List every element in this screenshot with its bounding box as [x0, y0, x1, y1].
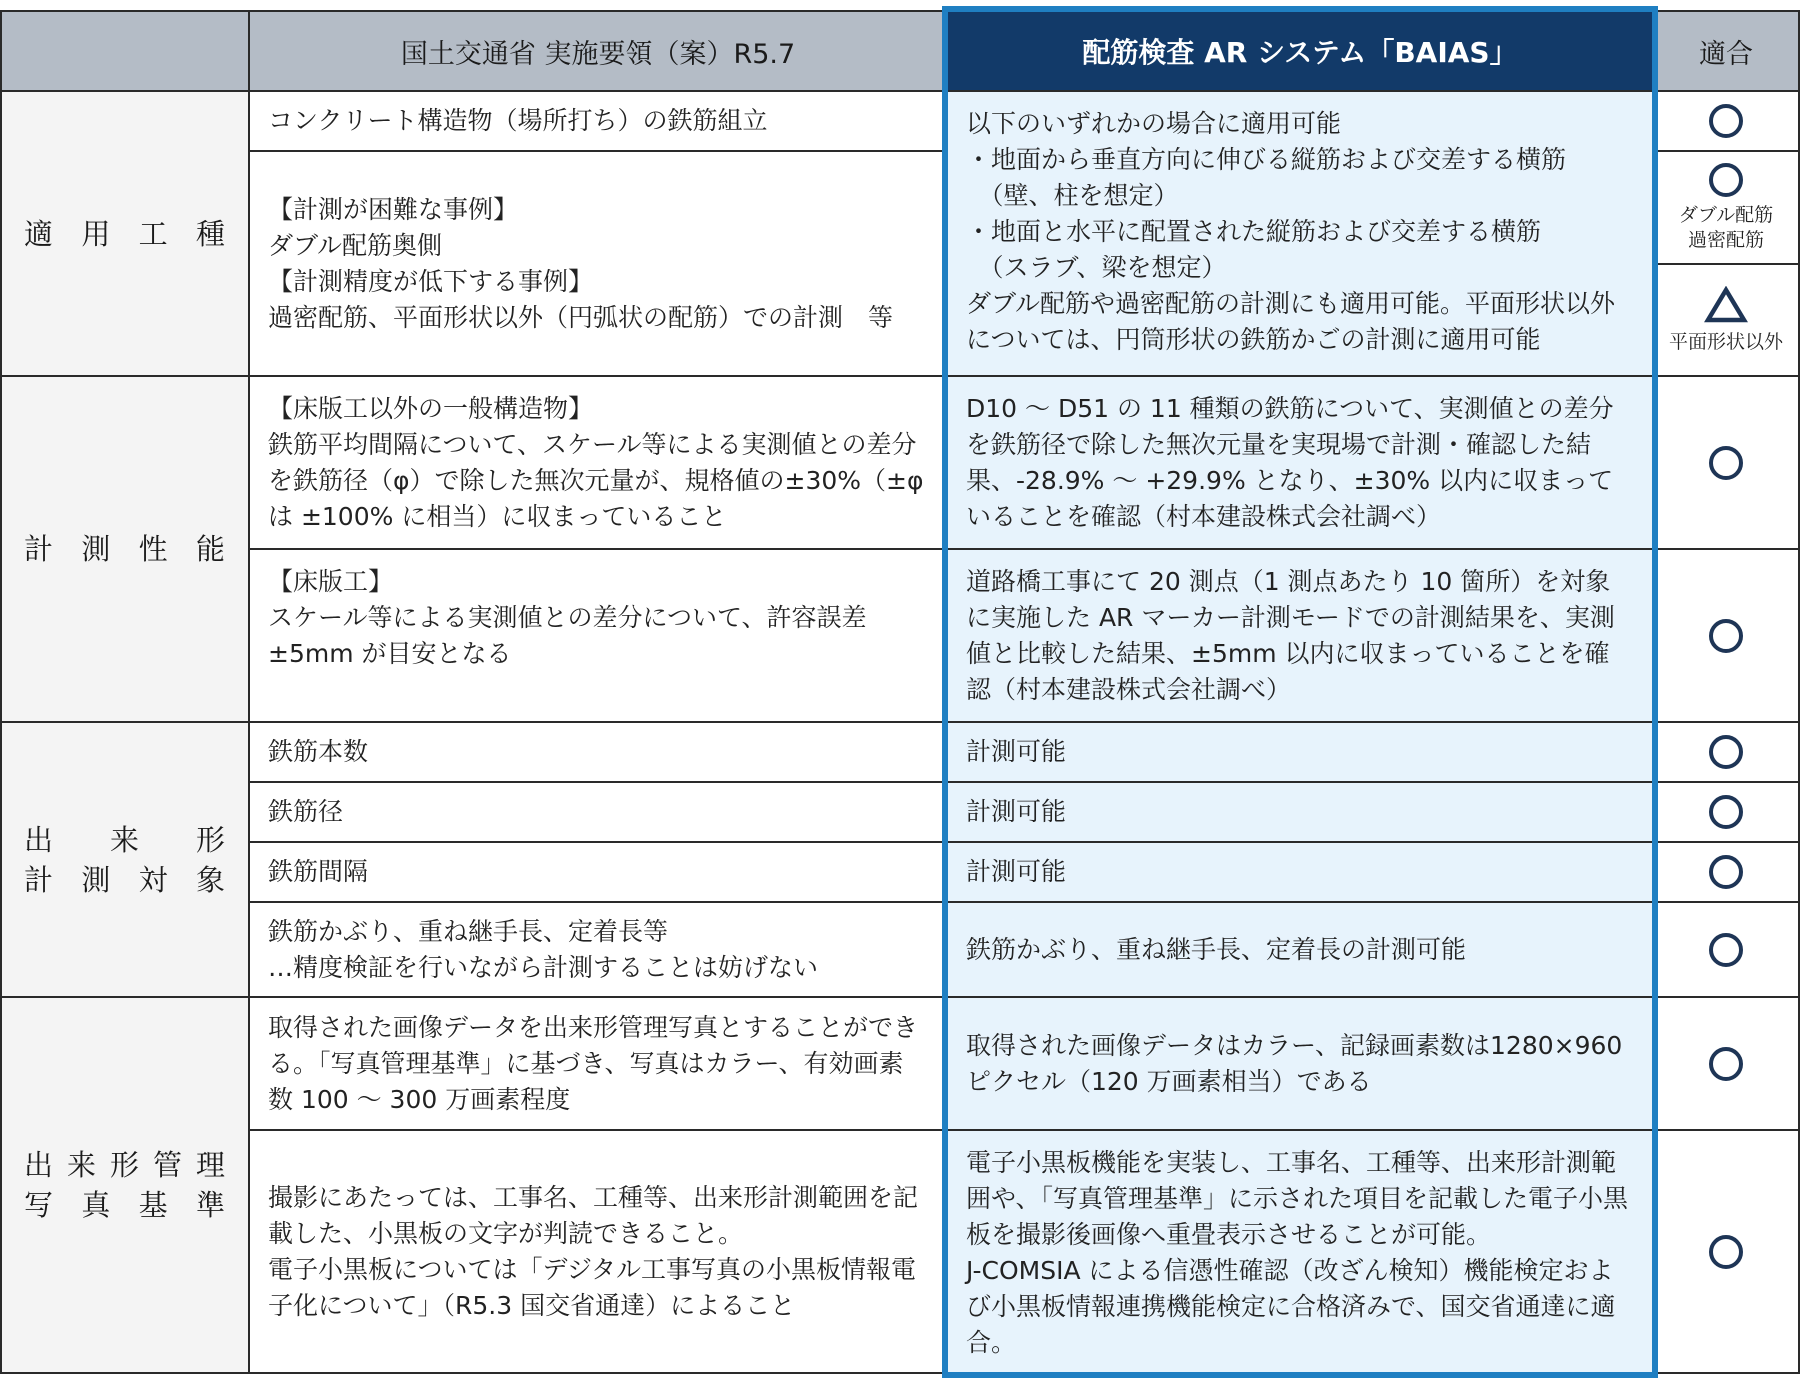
baias-accuracy-slab: 道路橋工事にて 20 測点（1 測点あたり 10 箇所）を対象に実施した AR マーカー計測モードでの計測結果を、実測値と比較した結果、±5mm 以内に収まっていることを確認（村本建設株式会社調べ）	[946, 548, 1654, 723]
triangle-mark-icon	[1704, 286, 1748, 324]
baias-rebar-spacing: 計測可能	[946, 841, 1654, 903]
req-rebar-diameter: 鉄筋径	[248, 781, 948, 843]
fit-blackboard	[1652, 1129, 1800, 1374]
header-mlit: 国土交通省 実施要領（案）R5.7	[248, 10, 948, 92]
fit-non-planar	[1652, 263, 1800, 377]
circle-mark-icon	[1709, 1047, 1743, 1081]
req-blackboard: 撮影にあたっては、工事名、工種等、出来形計測範囲を記載した、小黒板の文字が判読できること。 電子小黒板については「デジタル工事写真の小黒板情報電子化について」（R5.3 国交省通達）によること	[248, 1129, 948, 1374]
baias-applicable-work: 以下のいずれかの場合に適用可能 ・地面から垂直方向に伸びる縦筋および交差する横筋 （壁、柱を想定） ・地面と水平に配置された縦筋および交差する横筋 （スラブ、梁を想定） ダブル配筋や過密配筋の計測にも適用可能。平面形状以外については、円筒形状の鉄筋かごの計測に適用可能	[946, 90, 1654, 377]
category-finished-form-targets: 出 来 形 計 測 対 象	[0, 721, 250, 998]
fit-photo-data	[1652, 996, 1800, 1131]
req-cover-lap-anchorage: 鉄筋かぶり、重ね継手長、定着長等 …精度検証を行いながら計測することは妨げない	[248, 901, 948, 998]
circle-mark-icon	[1709, 446, 1743, 480]
circle-mark-icon	[1709, 855, 1743, 889]
fit-note-double-dense: ダブル配筋 過密配筋	[1678, 203, 1774, 251]
circle-mark-icon	[1709, 619, 1743, 653]
req-difficult-cases: 【計測が困難な事例】 ダブル配筋奥側 【計測精度が低下する事例】 過密配筋、平面形状以外（円弧状の配筋）での計測 等	[248, 150, 948, 377]
baias-rebar-diameter: 計測可能	[946, 781, 1654, 843]
req-slab-work: 【床版工】 スケール等による実測値との差分について、許容誤差±5mm が目安となる	[248, 548, 948, 723]
fit-accuracy-slab	[1652, 548, 1800, 723]
fit-cover-lap-anchorage	[1652, 901, 1800, 998]
req-photo-data: 取得された画像データを出来形管理写真とすることができる。「写真管理基準」に基づき、写真はカラー、有効画素数 100 ～ 300 万画素程度	[248, 996, 948, 1131]
fit-rebar-count	[1652, 721, 1800, 783]
baias-rebar-count: 計測可能	[946, 721, 1654, 783]
baias-accuracy-general: D10 ～ D51 の 11 種類の鉄筋について、実測値との差分を鉄筋径で除した無次元量を実現場で計測・確認した結果、-28.9% ～ +29.9% となり、±30% 以内に収まっていることを確認（村本建設株式会社調べ）	[946, 375, 1654, 550]
circle-mark-icon	[1709, 1235, 1743, 1269]
circle-mark-icon	[1709, 933, 1743, 967]
circle-mark-icon	[1709, 795, 1743, 829]
req-rebar-spacing: 鉄筋間隔	[248, 841, 948, 903]
fit-accuracy-general	[1652, 375, 1800, 550]
baias-cover-lap-anchorage: 鉄筋かぶり、重ね継手長、定着長の計測可能	[946, 901, 1654, 998]
fit-rebar-diameter	[1652, 781, 1800, 843]
category-measurement-performance: 計 測 性 能	[0, 375, 250, 723]
fit-rebar-spacing	[1652, 841, 1800, 903]
req-applicable-structure: コンクリート構造物（場所打ち）の鉄筋組立	[248, 90, 948, 152]
req-general-structures: 【床版工以外の一般構造物】 鉄筋平均間隔について、スケール等による実測値との差分を鉄筋径（φ）で除した無次元量が、規格値の±30%（±φは ±100% に相当）に収まっていること	[248, 375, 948, 550]
header-blank	[0, 10, 250, 92]
req-rebar-count: 鉄筋本数	[248, 721, 948, 783]
fit-note-non-planar: 平面形状以外	[1668, 330, 1783, 353]
category-photo-standards: 出 来 形 管 理 写 真 基 準	[0, 996, 250, 1374]
header-baias: 配筋検査 AR システム「BAIAS」	[946, 10, 1654, 92]
header-fit: 適合	[1652, 10, 1800, 92]
fit-applicable-structure	[1652, 90, 1800, 152]
baias-blackboard: 電子小黒板機能を実装し、工事名、工種等、出来形計測範囲や、「写真管理基準」に示された項目を記載した電子小黒板を撮影後画像へ重畳表示させることが可能。 J-COMSIA による信憑性確認（改ざん検知）機能検定および小黒板情報連携機能検定に合格済みで、国交省通達に適合。	[946, 1129, 1654, 1374]
fit-dense-rebar	[1652, 150, 1800, 265]
category-applicable-work: 適 用 工 種	[0, 90, 250, 377]
baias-photo-data: 取得された画像データはカラー、記録画素数は1280×960 ピクセル（120 万画素相当）である	[946, 996, 1654, 1131]
circle-mark-icon	[1709, 163, 1743, 197]
circle-mark-icon	[1709, 104, 1743, 138]
circle-mark-icon	[1709, 735, 1743, 769]
